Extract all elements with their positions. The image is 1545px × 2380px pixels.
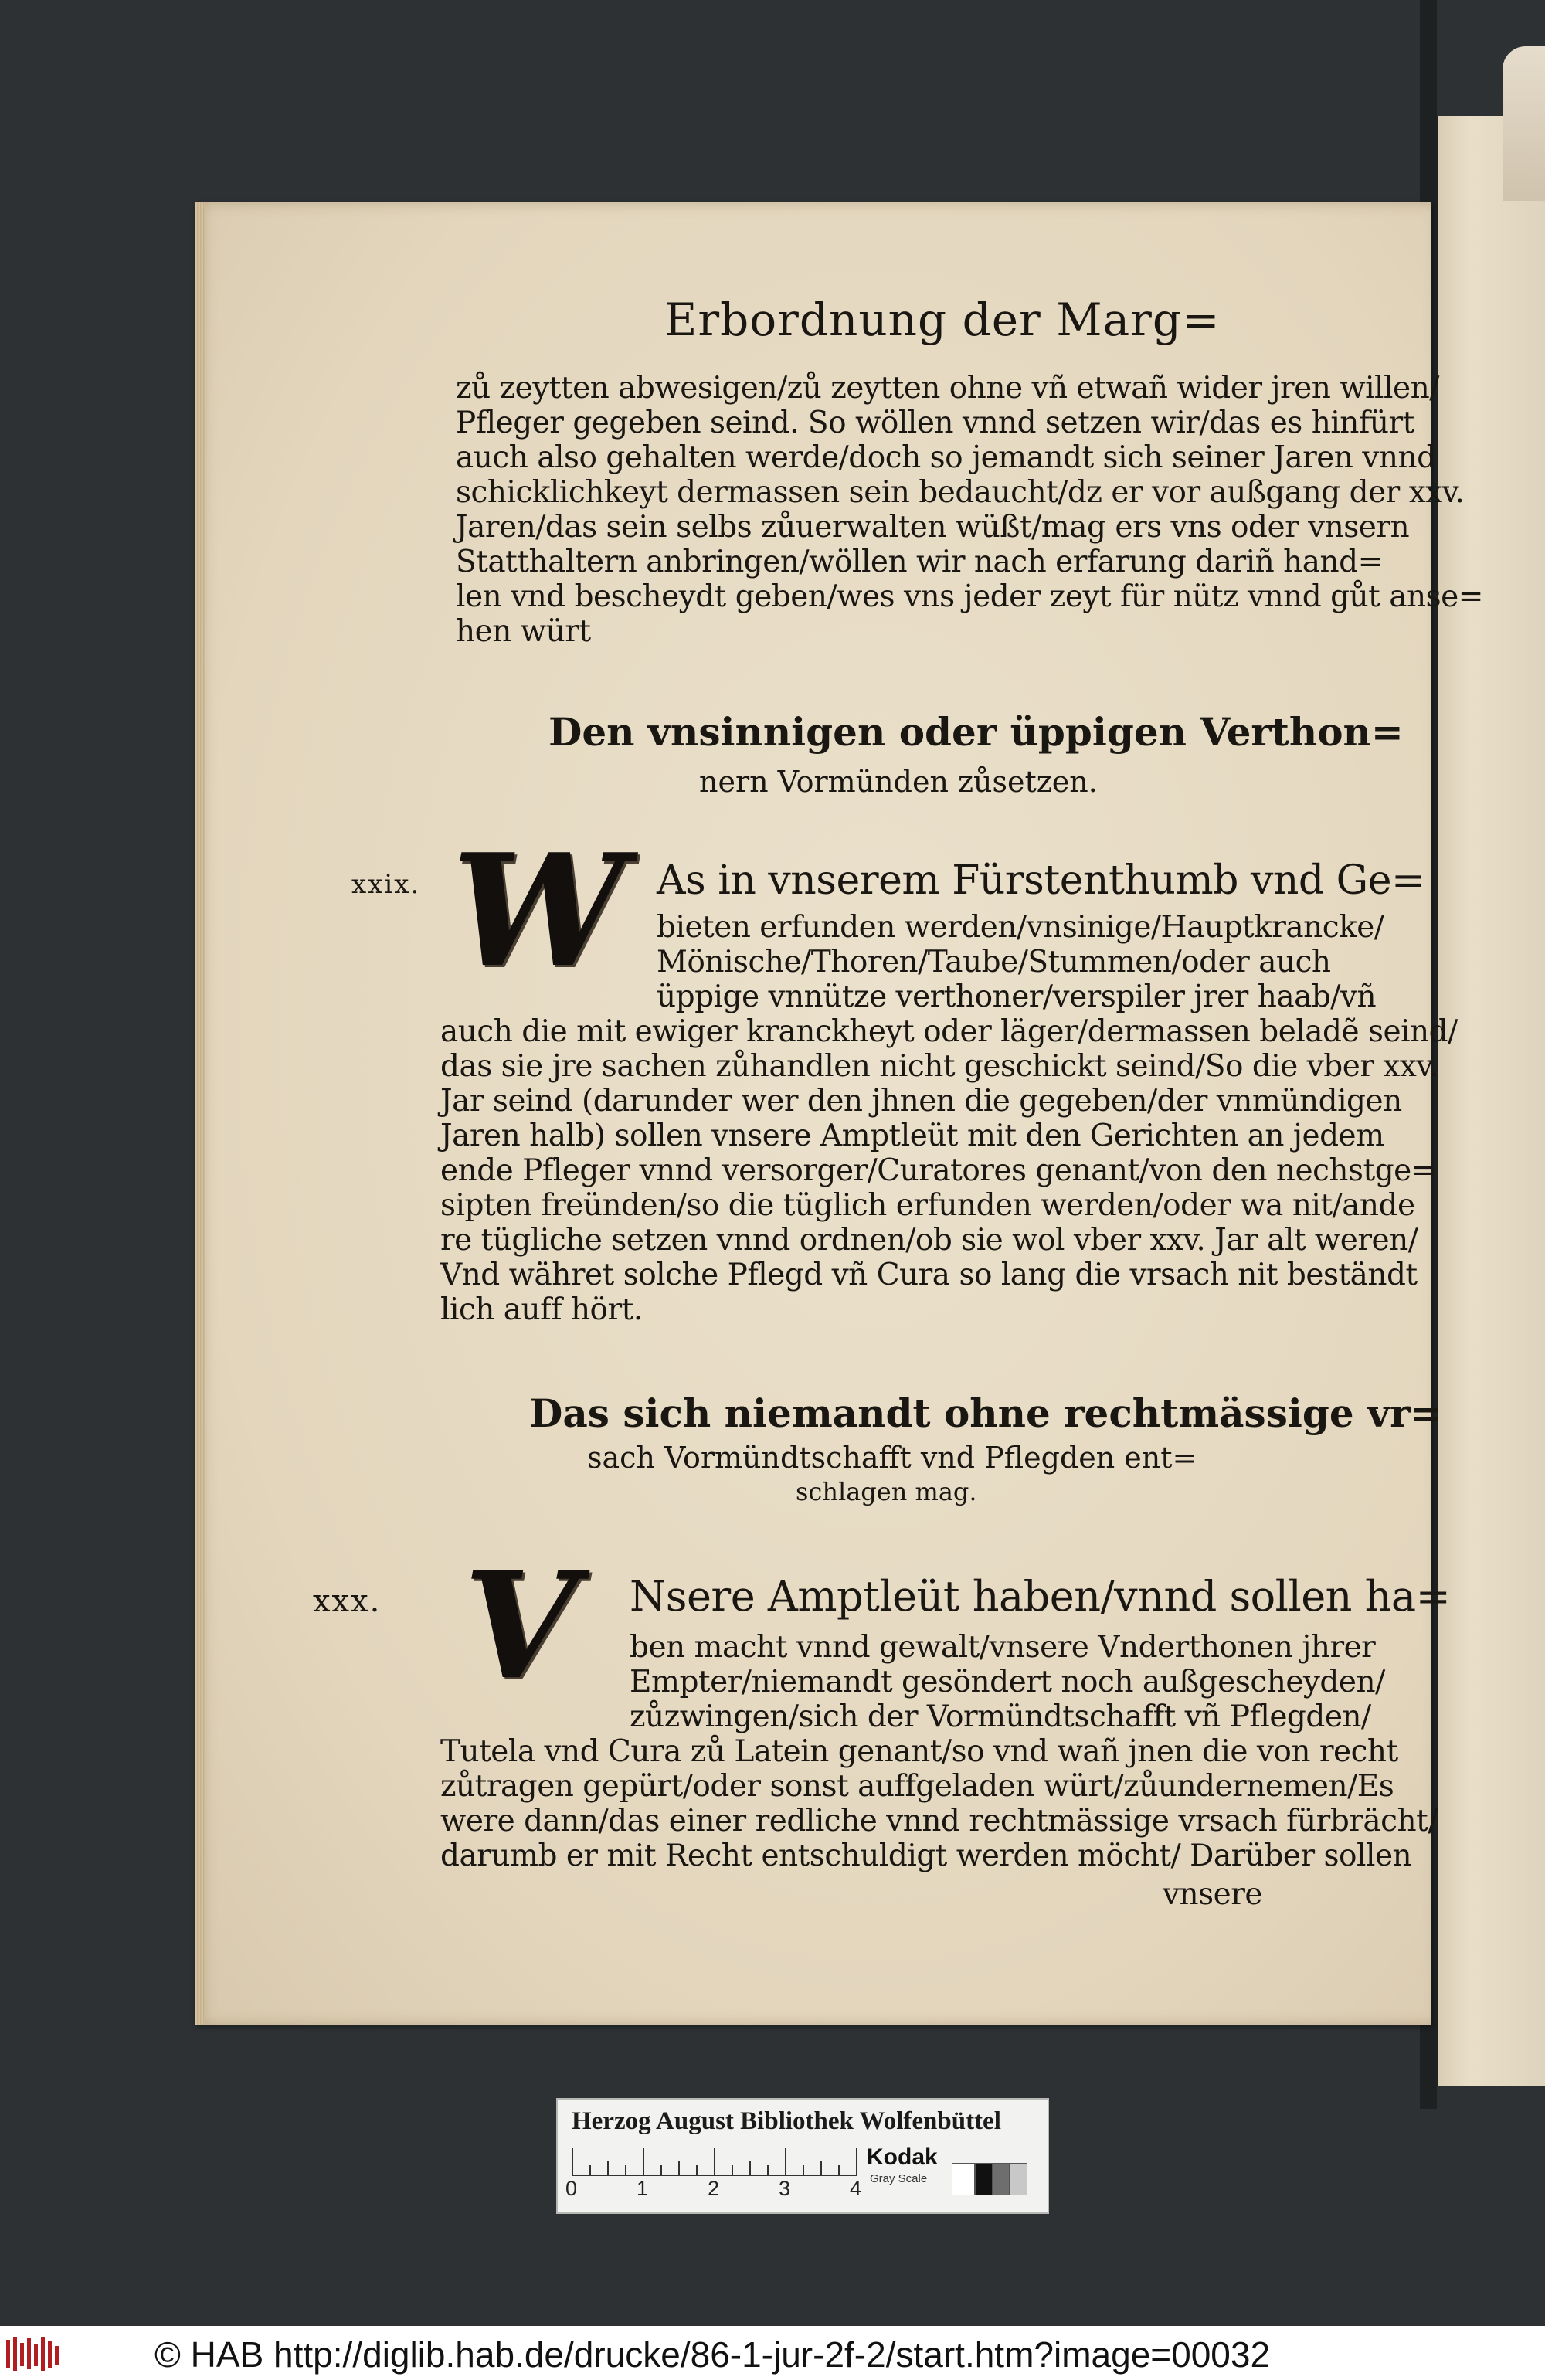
section-heading-sub: nern Vormünden zůsetzen. [699,765,1098,799]
text-line: das sie jre sachen zůhandlen nicht geschickt seind/So die vber xxv. [440,1049,1439,1084]
text-line: Jaren halb) sollen vnsere Amptleüt mit den Gerichten an jedem [440,1119,1384,1153]
running-header: Erbordnung der Marg= [664,294,1221,346]
ruler-tick [785,2148,786,2175]
section-heading: Das sich niemandt ohne rechtmässige vr= [529,1390,1443,1436]
decorated-initial: W [452,820,626,1002]
ruler-tick [660,2165,662,2175]
ruler-tick [643,2148,644,2175]
text-line: Statthaltern anbringen/wöllen wir nach erfarung dariñ hand= [456,545,1383,579]
text-line: darumb er mit Recht entschuldigt werden möcht/ Darüber sollen [440,1838,1412,1873]
scale-number: 3 [779,2177,791,2200]
text-line: ben macht vnnd gewalt/vnsere Vnderthonen jhrer [630,1630,1376,1665]
section-first-line: As in vnserem Fürstenthumb vnd Ge= [657,857,1425,904]
text-line: zů zeytten abwesigen/zů zeytten ohne vñ etwañ wider jren willen/ [456,371,1439,406]
page-stack-edges [195,202,205,2025]
ruler-tick [803,2165,804,2175]
hab-logo-icon [5,2335,65,2372]
decorated-initial: V [464,1540,578,1712]
ruler-tick [732,2165,733,2175]
text-line: Empter/niemandt gesöndert noch außgescheyden/ [630,1665,1385,1699]
ruler-tick [838,2165,840,2175]
gray-swatch [992,2163,1010,2195]
ruler-tick [589,2165,591,2175]
text-line: auch also gehalten werde/doch so jemandt sich seiner Jaren vnnd [456,440,1436,475]
text-line: Jaren/das sein selbs zůuerwalten wüßt/mag ers vns oder vnsern [456,510,1410,545]
section-first-line: Nsere Amptleüt haben/vnnd sollen ha= [630,1572,1451,1621]
brand-label: Kodak [867,2144,938,2170]
ruler-tick [856,2148,857,2175]
text-line: len vnd bescheydt geben/wes vns jeder zeyt für nütz vnnd gůt anse= [456,579,1483,614]
ruler-tick [625,2165,626,2175]
section-heading: Den vnsinnigen oder üppigen Verthon= [548,709,1404,755]
text-line: bieten erfunden werden/vnsinige/Hauptkrancke/ [657,910,1384,945]
scale-number: 2 [708,2177,720,2200]
copyright-url: © HAB http://diglib.hab.de/drucke/86-1-jur-2f-2/start.htm?image=00032 [154,2334,1271,2375]
section-number: xxx. [313,1584,382,1619]
text-line: re tügliche setzen vnnd ordnen/ob sie wol vber xxv. Jar alt weren/ [440,1223,1418,1258]
scale-number: 4 [850,2177,862,2200]
ruler-tick [678,2161,680,2175]
ruler-tick [607,2161,609,2175]
brand-sub-label: Gray Scale [870,2172,928,2185]
text-line: lich auff hört. [440,1292,643,1327]
ruler-tick [696,2165,698,2175]
text-line: were dann/das einer redliche vnnd rechtmässige vrsach fürbrächt/ [440,1804,1438,1838]
section-heading-sub: sach Vormündtschafft vnd Pflegden ent= [587,1441,1197,1475]
adjacent-page [1435,116,1545,2086]
footer-bar [0,2326,1545,2380]
section-heading-sub: schlagen mag. [796,1477,977,1506]
text-line: Vnd währet solche Pflegd vñ Cura so lang die vrsach nit beständt [440,1258,1418,1292]
color-target [556,2098,1049,2214]
gray-swatch [952,2163,975,2195]
text-line: zůtragen gepürt/oder sonst auffgeladen würt/zůundernemen/Es [440,1769,1394,1804]
text-line: sipten freünden/so die tüglich erfunden werden/oder wa nit/ande [440,1188,1415,1223]
text-line: Pfleger gegeben seind. So wöllen vnnd setzen wir/das es hinfürt [456,406,1414,440]
gray-swatch [975,2163,993,2195]
text-line: üppige vnnütze verthoner/verspiler jrer haab/vñ [657,980,1377,1014]
ruler-tick [767,2165,769,2175]
gray-swatch [1009,2163,1027,2195]
ruler-tick [714,2148,715,2175]
catchword: vnsere [1163,1877,1262,1912]
ruler-tick [572,2148,573,2175]
text-line: Tutela vnd Cura zů Latein genant/so vnd wañ jnen die von recht [440,1734,1398,1769]
text-line: Jar seind (darunder wer den jhnen die gegeben/der vnmündigen [440,1084,1402,1119]
ruler-tick [820,2161,822,2175]
text-line: zůzwingen/sich der Vormündtschafft vñ Pflegden/ [630,1699,1371,1734]
text-line: Mönische/Thoren/Taube/Stummen/oder auch [657,945,1331,980]
text-line: hen würt [456,614,591,649]
adjacent-page-edge [1503,46,1545,201]
library-name: Herzog August Bibliothek Wolfenbüttel [572,2107,1001,2135]
ruler-tick [749,2161,751,2175]
scale-number: 0 [565,2177,578,2200]
text-line: schicklichkeyt dermassen sein bedaucht/dz er vor außgang der xxv. [456,475,1465,510]
text-line: ende Pfleger vnnd versorger/Curatores genant/von den nechstge= [440,1153,1436,1188]
text-line: auch die mit ewiger kranckheyt oder läger/dermassen beladẽ seind/ [440,1014,1458,1049]
section-number: xxix. [351,869,421,900]
scale-ruler [572,2148,857,2176]
scale-number: 1 [637,2177,649,2200]
